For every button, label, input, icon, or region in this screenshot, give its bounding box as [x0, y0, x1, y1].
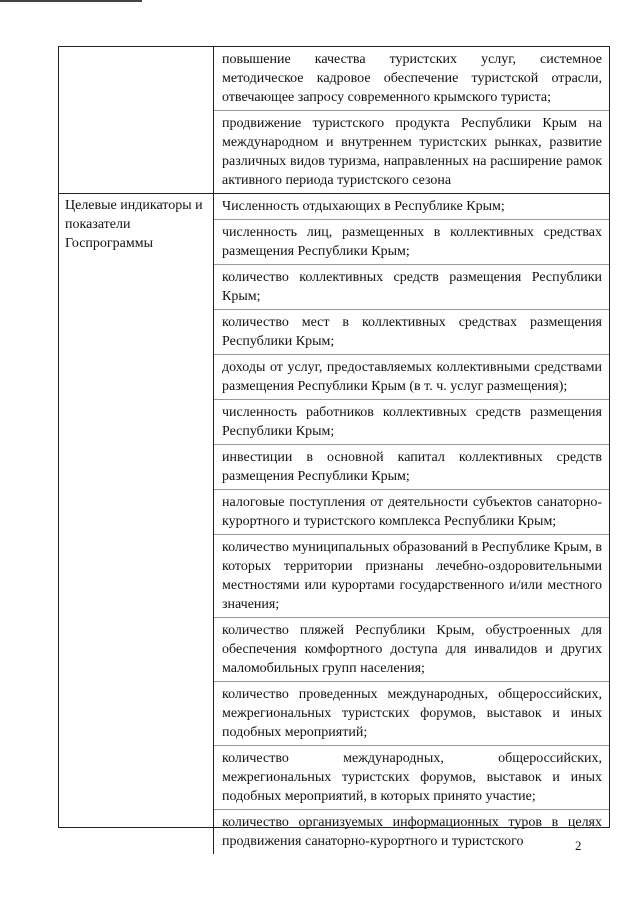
row-label-cell: [59, 47, 214, 193]
goal-item: повышение качества туристских услуг, системное методическое кадровое обеспечение туристской отрасли, отвечающее запросу современного крымского туриста;: [222, 52, 602, 105]
row-label-cell: Целевые индикаторы и показатели Госпрограммы: [59, 194, 214, 854]
indicator-item: инвестиции в основной капитал коллективных средств размещения Республики Крым;: [214, 444, 609, 489]
indicator-item: количество мест в коллективных средствах размещения Республики Крым;: [214, 309, 609, 354]
indicator-item: численность лиц, размещенных в коллективных средствах размещения Республики Крым;: [214, 219, 609, 264]
table-row-goals-continued: [59, 47, 609, 193]
indicator-item: количество международных, общероссийских, межрегиональных туристских форумов, выставок и иных подобных мероприятий, в которых принято участие;: [214, 745, 609, 809]
indicator-item: количество пляжей Республики Крым, обустроенных для обеспечения комфортного доступа для инвалидов и других маломобильных групп населения;: [214, 617, 609, 681]
goal-item: продвижение туристского продукта Республики Крым на международном и внутреннем туристских рынках, развитие различных видов туризма, направленных на расширение рамок активного периода туристского сезона: [214, 110, 609, 193]
indicator-item: Численность отдыхающих в Республике Крым;: [222, 199, 505, 214]
program-passport-table: [58, 46, 610, 849]
indicator-item: налоговые поступления от деятельности субъектов санаторно-курортного и туристского комплекса Республики Крым;: [214, 489, 609, 534]
row-content-cell: [214, 47, 609, 193]
table-row-target-indicators: [59, 193, 609, 854]
indicator-item: доходы от услуг, предоставляемых коллективными средствами размещения Республики Крым (в т. ч. услуг размещения);: [214, 354, 609, 399]
indicator-item: количество организуемых информационных туров в целях продвижения санаторно-курортного и туристского: [214, 809, 609, 854]
indicator-item: количество проведенных международных, общероссийских, межрегиональных туристских форумов, выставок и иных подобных мероприятий;: [214, 681, 609, 745]
indicator-item: количество муниципальных образований в Республике Крым, в которых территории признаны лечебно-оздоровительными местностями или курортами государственного и/или местного значения;: [214, 534, 609, 617]
page-number: 2: [575, 838, 582, 853]
indicator-item: количество коллективных средств размещения Республики Крым;: [214, 264, 609, 309]
row-content-cell: [214, 194, 609, 854]
indicator-item: численность работников коллективных средств размещения Республики Крым;: [214, 399, 609, 444]
scan-edge-mark: [0, 0, 142, 2]
